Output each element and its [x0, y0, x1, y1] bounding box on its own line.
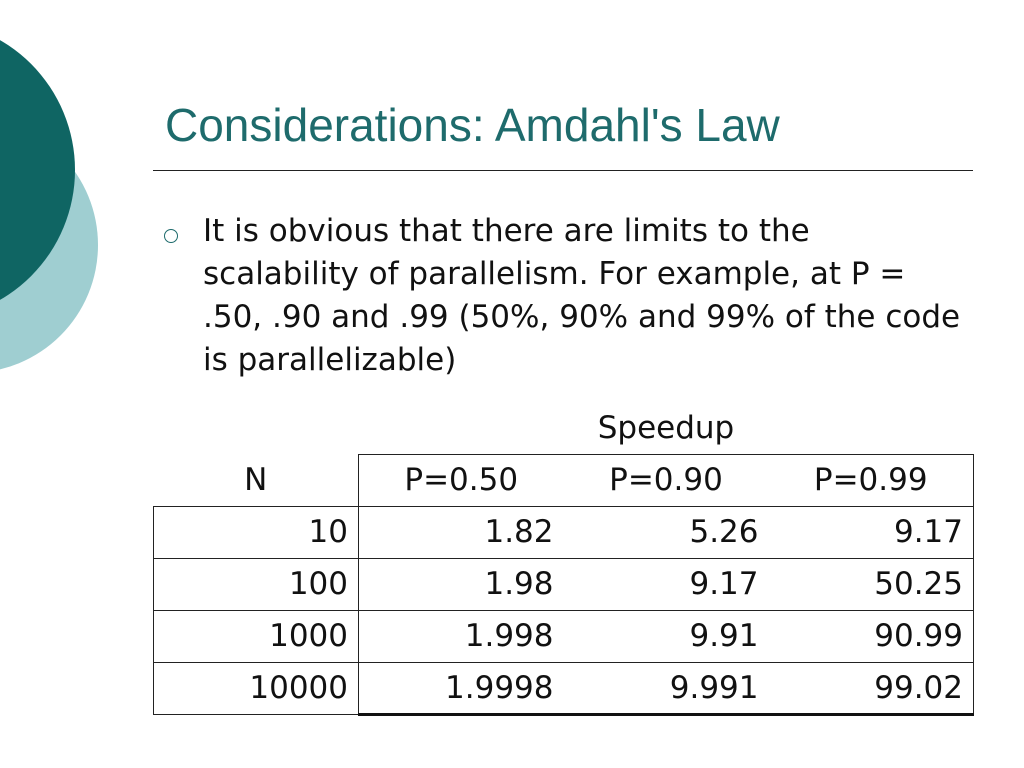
n-column-header: N	[244, 461, 268, 498]
n-cell: 100	[154, 558, 359, 610]
value-cell: 1.98	[359, 558, 564, 610]
value-cell: 1.9998	[359, 662, 564, 714]
table-row	[154, 610, 974, 662]
speedup-header: Speedup	[597, 409, 735, 446]
table-group-header-row	[154, 402, 974, 454]
value-cell: 99.02	[769, 662, 974, 714]
column-header-p050: P=0.50	[359, 454, 564, 506]
value-cell: 9.991	[564, 662, 769, 714]
value-cell: 90.99	[769, 610, 974, 662]
value-cell: 5.26	[564, 506, 769, 558]
table-row	[154, 558, 974, 610]
value-cell: 1.998	[359, 610, 564, 662]
bullet-text: It is obvious that there are limits to the scalability of parallelism. For example, at P = .50, .90 and .99 (50%, 90% and 99% of the code is parallelizable)	[203, 213, 961, 378]
value-cell: 50.25	[769, 558, 974, 610]
value-cell: 9.17	[769, 506, 974, 558]
column-header-p090: P=0.90	[564, 454, 769, 506]
slide-title: Considerations: Amdahl's Law	[165, 99, 780, 151]
table-row	[154, 506, 974, 558]
value-cell: 9.17	[564, 558, 769, 610]
title-divider	[153, 170, 973, 171]
speedup-table	[153, 402, 974, 716]
table-row	[154, 662, 974, 714]
decorative-circles	[0, 0, 120, 420]
hollow-circle-bullet-icon	[164, 229, 178, 243]
n-cell: 1000	[154, 610, 359, 662]
n-cell: 10	[154, 506, 359, 558]
value-cell: 9.91	[564, 610, 769, 662]
table-header-row	[154, 454, 974, 506]
value-cell: 1.82	[359, 506, 564, 558]
column-header-p099: P=0.99	[769, 454, 974, 506]
n-cell: 10000	[154, 662, 359, 714]
